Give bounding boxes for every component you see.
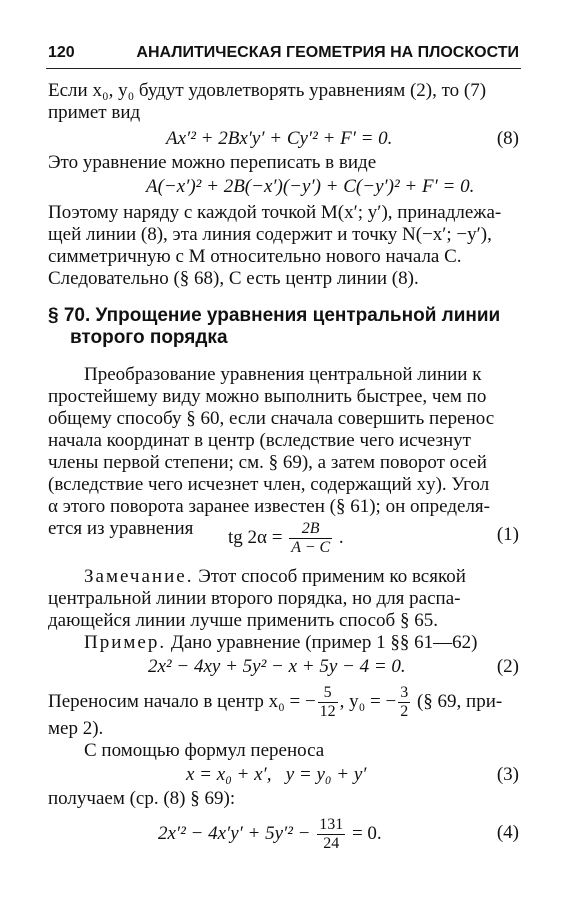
text-line: мер 2). <box>48 718 104 739</box>
fraction <box>398 684 410 721</box>
text-line-with-fractions <box>48 684 518 721</box>
equation-4 <box>158 816 382 853</box>
equation-tail: . <box>338 526 344 548</box>
text-line: Это уравнение можно переписать в виде <box>48 152 377 173</box>
text-line: Если x₀, y₀ будут удовлетворять уравнениям (2), то (7) <box>48 80 487 101</box>
example-line <box>84 632 518 654</box>
fraction-numerator: 3 <box>400 684 409 701</box>
equation-number: (4) <box>496 822 519 843</box>
text-segment: , y₀ = − <box>339 690 397 712</box>
fraction-numerator: 2B <box>289 520 332 539</box>
text-line: общему способу § 60, если сначала совершить перенос <box>48 408 495 429</box>
text-line: щей линии (8), эта линия содержит и точку N(−x′; −y′), <box>48 224 492 245</box>
section-title-cont: второго порядка <box>70 327 228 348</box>
equation-8: Ax′² + 2Bx′y′ + Cy′² + F′ = 0. <box>166 128 393 149</box>
fraction-numerator: 131 <box>319 816 344 833</box>
fraction <box>318 684 338 721</box>
text-line: Преобразование уравнения центральной линии к <box>84 364 482 385</box>
text-line: члены первой степени; см. § 69), а затем поворот осей <box>48 452 487 473</box>
text-line: дающейся линии лучше применить способ § 65. <box>48 610 438 631</box>
equation-1 <box>228 520 344 557</box>
text-line: Следовательно (§ 68), C есть центр линии (8). <box>48 268 419 289</box>
fraction-numerator: 5 <box>318 684 338 703</box>
example-text: Дано уравнение (пример 1 §§ 61—62) <box>170 632 478 653</box>
page-number: 120 <box>48 44 75 61</box>
fraction-denominator: A − C <box>291 539 331 556</box>
remark-text: Этот способ применим ко всякой <box>198 566 466 587</box>
text-line: С помощью формул переноса <box>84 740 325 761</box>
header-rule <box>46 68 521 69</box>
fraction-denominator: 12 <box>319 703 336 720</box>
equation-lhs: tg 2α = <box>228 526 283 548</box>
text-line: симметричную с M относительно нового начала C. <box>48 246 462 267</box>
running-title: АНАЛИТИЧЕСКАЯ ГЕОМЕТРИЯ НА ПЛОСКОСТИ <box>136 44 519 61</box>
text-line: Поэтому наряду с каждой точкой M(x′; y′), принадлежа- <box>48 202 502 223</box>
text-line: центральной линии второго порядка, но для распа- <box>48 588 461 609</box>
equation-3: x = x₀ + x′, y = y₀ + y′ <box>186 764 367 785</box>
text-line: примет вид <box>48 102 141 123</box>
equation-lhs: 2x′² − 4x′y′ + 5y′² − <box>158 822 311 844</box>
equation-number: (8) <box>496 128 519 149</box>
text-line: α этого поворота заранее известен (§ 61); он определя- <box>48 496 490 517</box>
text-line: получаем (ср. (8) § 69): <box>48 788 236 809</box>
text-line: простейшему виду можно выполнить быстрее, чем по <box>48 386 487 407</box>
text-segment: Переносим начало в центр x₀ = − <box>48 690 316 712</box>
example-label: Пример. <box>84 632 167 653</box>
equation-number: (1) <box>496 524 519 545</box>
remark-line <box>84 566 518 588</box>
section-title: § 70. Упрощение уравнения центральной линии <box>48 305 501 326</box>
fraction <box>289 520 332 557</box>
equation-2: 2x² − 4xy + 5y² − x + 5y − 4 = 0. <box>148 656 406 677</box>
fraction-denominator: 2 <box>400 703 409 720</box>
text-segment: (§ 69, при- <box>416 690 503 712</box>
equation-number: (2) <box>496 656 519 677</box>
equation-tail: = 0. <box>351 822 382 844</box>
text-line: начала координат в центр (вследствие чего исчезнут <box>48 430 471 451</box>
text-line: ется из уравнения <box>48 518 194 539</box>
equation-number: (3) <box>496 764 519 785</box>
text-line: (вследствие чего исчезнет член, содержащий xy). Угол <box>48 474 490 495</box>
fraction-denominator: 24 <box>323 835 340 852</box>
remark-label: Замечание. <box>84 566 194 587</box>
fraction <box>317 816 345 853</box>
equation-8-rewritten: A(−x′)² + 2B(−x′)(−y′) + C(−y′)² + F′ = 0. <box>146 176 475 197</box>
